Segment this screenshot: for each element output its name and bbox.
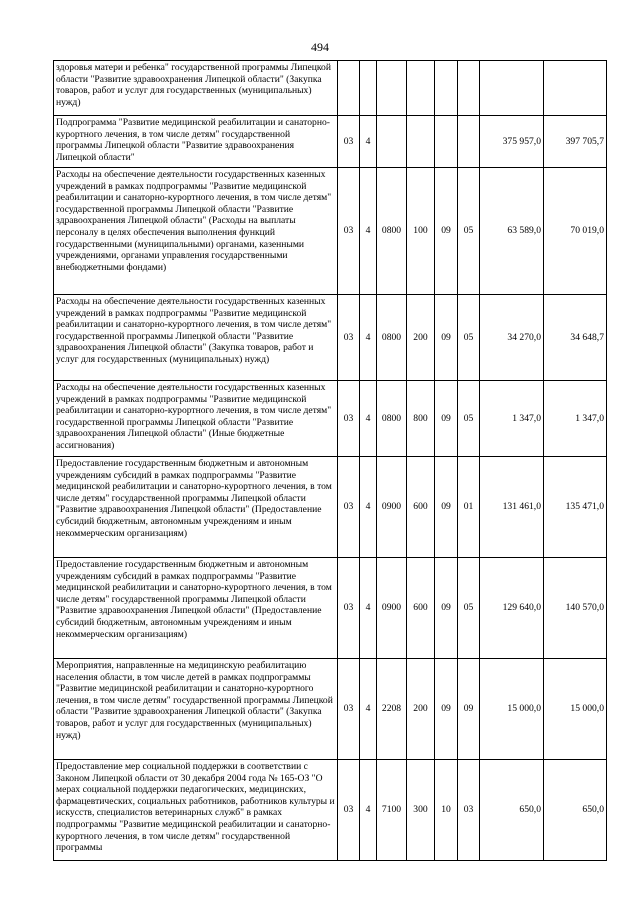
row-description: Расходы на обеспечение деятельности государственных казенных учреждений в рамках подпрограммы "Развитие медицинской реабилитации и санаторно-курортного лечения, в том числе детям" государственной программы Липецкой области "Развитие здравоохранения Липецкой области" (Закупка товаров, работ и услуг для государственных (муниципальных) нужд) bbox=[54, 295, 338, 381]
code-cell bbox=[407, 116, 435, 168]
code-cell: 10 bbox=[435, 760, 458, 861]
code-cell: 03 bbox=[338, 457, 360, 558]
code-cell: 03 bbox=[338, 168, 360, 295]
table-row bbox=[54, 457, 607, 558]
code-cell bbox=[377, 61, 407, 116]
code-cell: 05 bbox=[458, 558, 480, 659]
table-row bbox=[54, 558, 607, 659]
code-cell: 05 bbox=[458, 381, 480, 457]
amount-cell: 15 000,0 bbox=[480, 659, 544, 760]
table-row bbox=[54, 61, 607, 116]
code-cell: 200 bbox=[407, 659, 435, 760]
amount-cell: 129 640,0 bbox=[480, 558, 544, 659]
code-cell: 600 bbox=[407, 558, 435, 659]
code-cell: 4 bbox=[360, 381, 377, 457]
code-cell: 4 bbox=[360, 558, 377, 659]
amount-cell: 650,0 bbox=[544, 760, 607, 861]
code-cell: 03 bbox=[338, 295, 360, 381]
code-cell: 03 bbox=[338, 558, 360, 659]
amount-cell: 135 471,0 bbox=[544, 457, 607, 558]
code-cell: 03 bbox=[458, 760, 480, 861]
code-cell: 0900 bbox=[377, 457, 407, 558]
row-description: здоровья матери и ребенка" государственной программы Липецкой области "Развитие здравоохранения Липецкой области" (Закупка товаров, работ и услуг для государственных (муниципальных) нужд) bbox=[54, 61, 338, 116]
code-cell bbox=[338, 61, 360, 116]
amount-cell: 1 347,0 bbox=[544, 381, 607, 457]
code-cell: 4 bbox=[360, 659, 377, 760]
code-cell: 2208 bbox=[377, 659, 407, 760]
row-description: Расходы на обеспечение деятельности государственных казенных учреждений в рамках подпрограммы "Развитие медицинской реабилитации и санаторно-курортного лечения, в том числе детям" государственной программы Липецкой области "Развитие здравоохранения Липецкой области" (Иные бюджетные ассигнования) bbox=[54, 381, 338, 457]
code-cell: 03 bbox=[338, 760, 360, 861]
amount-cell: 397 705,7 bbox=[544, 116, 607, 168]
table-row bbox=[54, 659, 607, 760]
table-row bbox=[54, 295, 607, 381]
code-cell: 100 bbox=[407, 168, 435, 295]
code-cell: 4 bbox=[360, 295, 377, 381]
code-cell: 4 bbox=[360, 760, 377, 861]
amount-cell: 375 957,0 bbox=[480, 116, 544, 168]
code-cell: 200 bbox=[407, 295, 435, 381]
code-cell: 03 bbox=[338, 116, 360, 168]
amount-cell: 34 648,7 bbox=[544, 295, 607, 381]
code-cell bbox=[377, 116, 407, 168]
code-cell: 01 bbox=[458, 457, 480, 558]
code-cell: 09 bbox=[435, 558, 458, 659]
amount-cell: 131 461,0 bbox=[480, 457, 544, 558]
amount-cell: 63 589,0 bbox=[480, 168, 544, 295]
code-cell: 300 bbox=[407, 760, 435, 861]
code-cell: 03 bbox=[338, 381, 360, 457]
code-cell: 09 bbox=[435, 168, 458, 295]
code-cell: 03 bbox=[338, 659, 360, 760]
row-description: Предоставление государственным бюджетным и автономным учреждениям субсидий в рамках подпрограммы "Развитие медицинской реабилитации и санаторно-курортного лечения, в том числе детям" государственной программы Липецкой области "Развитие здравоохранения Липецкой области" (Предоставление субсидий бюджетным, автономным учреждениям и иным некоммерческим организациям) bbox=[54, 457, 338, 558]
table-row bbox=[54, 168, 607, 295]
code-cell bbox=[435, 61, 458, 116]
code-cell: 05 bbox=[458, 168, 480, 295]
table-row bbox=[54, 760, 607, 861]
code-cell: 600 bbox=[407, 457, 435, 558]
code-cell: 0800 bbox=[377, 381, 407, 457]
code-cell: 800 bbox=[407, 381, 435, 457]
code-cell: 0800 bbox=[377, 295, 407, 381]
amount-cell: 34 270,0 bbox=[480, 295, 544, 381]
amount-cell bbox=[480, 61, 544, 116]
amount-cell bbox=[544, 61, 607, 116]
row-description: Предоставление мер социальной поддержки в соответствии с Законом Липецкой области от 30 декабря 2004 года № 165-ОЗ "О мерах социальной поддержки педагогических, медицинских, фармацевтических, социальных работников, работников культуры и искусств, специалистов ветеринарных служб" в рамках подпрограммы "Развитие медицинской реабилитации и санаторно-курортного лечения, в том числе детям" государственной программы bbox=[54, 760, 338, 861]
code-cell: 09 bbox=[435, 457, 458, 558]
code-cell: 09 bbox=[435, 381, 458, 457]
row-description: Мероприятия, направленные на медицинскую реабилитацию населения области, в том числе детей в рамках подпрограммы "Развитие медицинской реабилитации и санаторно-курортного лечения, в том числе детям" государственной программы Липецкой области "Развитие здравоохранения Липецкой области" (Закупка товаров, работ и услуг для государственных (муниципальных) нужд) bbox=[54, 659, 338, 760]
page-number: 494 bbox=[311, 40, 329, 54]
code-cell: 09 bbox=[435, 659, 458, 760]
code-cell: 4 bbox=[360, 168, 377, 295]
amount-cell: 15 000,0 bbox=[544, 659, 607, 760]
amount-cell: 70 019,0 bbox=[544, 168, 607, 295]
code-cell: 05 bbox=[458, 295, 480, 381]
code-cell bbox=[458, 61, 480, 116]
code-cell: 0900 bbox=[377, 558, 407, 659]
table-row bbox=[54, 116, 607, 168]
code-cell bbox=[407, 61, 435, 116]
code-cell: 0800 bbox=[377, 168, 407, 295]
row-description: Предоставление государственным бюджетным и автономным учреждениям субсидий в рамках подпрограммы "Развитие медицинской реабилитации и санаторно-курортного лечения, в том числе детям" государственной программы Липецкой области "Развитие здравоохранения Липецкой области" (Предоставление субсидий бюджетным, автономным учреждениям и иным некоммерческим организациям) bbox=[54, 558, 338, 659]
code-cell: 4 bbox=[360, 457, 377, 558]
code-cell bbox=[435, 116, 458, 168]
code-cell: 09 bbox=[435, 295, 458, 381]
code-cell: 7100 bbox=[377, 760, 407, 861]
amount-cell: 650,0 bbox=[480, 760, 544, 861]
code-cell bbox=[458, 116, 480, 168]
code-cell: 09 bbox=[458, 659, 480, 760]
row-description: Подпрограмма "Развитие медицинской реабилитации и санаторно-курортного лечения, в том числе детям" государственной программы Липецкой области "Развитие здравоохранения Липецкой области" bbox=[54, 116, 338, 168]
row-description: Расходы на обеспечение деятельности государственных казенных учреждений в рамках подпрограммы "Развитие медицинской реабилитации и санаторно-курортного лечения, в том числе детям" государственной программы Липецкой области "Развитие здравоохранения Липецкой области" (Расходы на выплаты персоналу в целях обеспечения выполнения функций государственными (муниципальными) органами, казенными учреждениями, органами управления государственными внебюджетными фондами) bbox=[54, 168, 338, 295]
amount-cell: 1 347,0 bbox=[480, 381, 544, 457]
budget-table bbox=[53, 60, 607, 861]
amount-cell: 140 570,0 bbox=[544, 558, 607, 659]
code-cell bbox=[360, 61, 377, 116]
code-cell: 4 bbox=[360, 116, 377, 168]
table-row bbox=[54, 381, 607, 457]
